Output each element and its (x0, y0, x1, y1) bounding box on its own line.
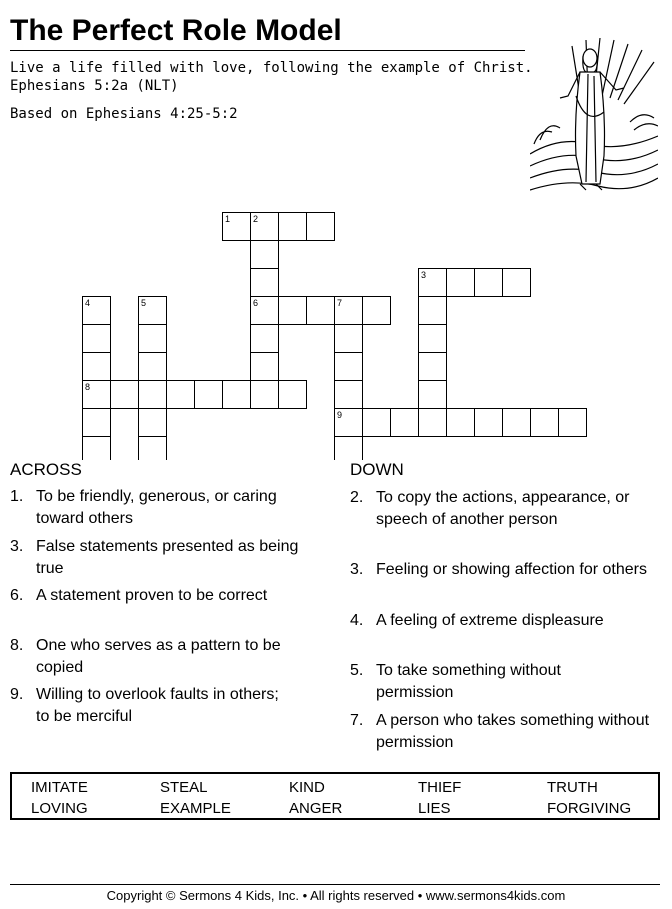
crossword-cell[interactable] (419, 353, 447, 381)
crossword-cell[interactable] (195, 381, 223, 409)
word-bank-word: IMITATE (31, 779, 88, 796)
crossword-cell[interactable] (139, 325, 167, 353)
clue-number: 8. (10, 637, 24, 654)
crossword-cell[interactable] (531, 409, 559, 437)
word-bank (10, 772, 660, 820)
crossword-cell[interactable] (83, 325, 111, 353)
down-clue-5 (350, 660, 630, 704)
crossword-clue-number: 7 (337, 298, 343, 308)
across-clue-1 (10, 486, 310, 530)
word-bank-word: FORGIVING (547, 800, 632, 817)
crossword-clue-number: 1 (225, 214, 231, 224)
crossword-cell[interactable] (279, 213, 307, 241)
clue-number: 7. (350, 712, 364, 729)
clue-number: 1. (10, 488, 24, 505)
crossword-cell[interactable] (307, 297, 335, 325)
crossword-cell[interactable] (223, 381, 251, 409)
crossword-cell[interactable] (475, 409, 503, 437)
crossword-cell[interactable] (83, 409, 111, 437)
crossword-cell[interactable] (363, 297, 391, 325)
crossword-cell[interactable] (167, 381, 195, 409)
crossword-cell[interactable] (335, 353, 363, 381)
crossword-cell[interactable] (111, 381, 139, 409)
verse-reference: Ephesians 5:2a (NLT) (10, 78, 179, 94)
crossword-cell[interactable] (139, 353, 167, 381)
crossword-cell[interactable] (475, 269, 503, 297)
based-on-reference: Based on Ephesians 4:25-5:2 (10, 106, 238, 122)
crossword-cell[interactable] (391, 409, 419, 437)
crossword-cell[interactable] (251, 241, 279, 269)
word-bank-word: LIES (418, 800, 451, 817)
crossword-clue-number: 3 (421, 270, 427, 280)
crossword-clue-number: 6 (253, 298, 259, 308)
clue-text: To copy the actions, appearance, or speech of another person (376, 489, 630, 528)
crossword-cell[interactable] (419, 409, 447, 437)
clue-text: Feeling or showing affection for others (376, 561, 647, 578)
word-bank-word: KIND (289, 779, 325, 796)
copyright-footer: Copyright © Sermons 4 Kids, Inc. • All rights reserved • www.sermons4kids.com (106, 888, 566, 903)
word-bank-word: TRUTH (547, 779, 598, 796)
crossword-cell[interactable] (139, 381, 167, 409)
crossword-clue-number: 5 (141, 298, 147, 308)
verse-text: Live a life filled with love, following the example of Christ. (10, 60, 533, 76)
down-clue-3 (350, 559, 650, 581)
crossword-cell[interactable] (447, 269, 475, 297)
across-heading: ACROSS (10, 460, 82, 479)
word-bank-word: LOVING (31, 800, 88, 817)
across-clue-8 (10, 635, 310, 679)
clue-number: 6. (10, 587, 24, 604)
across-clue-3 (10, 536, 310, 580)
crossword-cell[interactable] (139, 437, 167, 461)
crossword-cell[interactable] (419, 325, 447, 353)
down-heading: DOWN (350, 460, 404, 479)
crossword-cell[interactable] (419, 297, 447, 325)
crossword-cell[interactable] (83, 437, 111, 461)
clue-text: False statements presented as being true (36, 538, 299, 577)
word-bank-word: THIEF (418, 779, 462, 796)
down-clue-7 (350, 710, 650, 754)
clue-number: 5. (350, 662, 364, 679)
crossword-cell[interactable] (503, 269, 531, 297)
crossword-cell[interactable] (251, 353, 279, 381)
crossword-clue-number: 4 (85, 298, 91, 308)
crossword-cell[interactable] (559, 409, 587, 437)
clue-number: 2. (350, 489, 364, 506)
clue-text: A feeling of extreme displeasure (376, 612, 604, 629)
crossword-cell[interactable] (83, 353, 111, 381)
clue-number: 3. (10, 538, 24, 555)
word-bank-word: STEAL (160, 779, 208, 796)
crossword-cell[interactable] (307, 213, 335, 241)
word-bank-word: EXAMPLE (160, 800, 231, 817)
word-bank-word: ANGER (289, 800, 343, 817)
crossword-cell[interactable] (251, 381, 279, 409)
across-clue-9 (10, 684, 280, 728)
clue-number: 4. (350, 612, 364, 629)
down-clue-2 (350, 487, 665, 531)
footer-divider (10, 884, 660, 885)
crossword-cell[interactable] (335, 437, 363, 461)
crossword-cell[interactable] (419, 381, 447, 409)
crossword-cell[interactable] (335, 381, 363, 409)
crossword-cell[interactable] (279, 381, 307, 409)
down-clue-4 (350, 610, 665, 632)
crossword-clue-number: 2 (253, 214, 259, 224)
clue-text: To be friendly, generous, or caring toward others (36, 488, 277, 527)
crossword-cell[interactable] (363, 409, 391, 437)
crossword-clue-number: 8 (85, 382, 91, 392)
crossword-cell[interactable] (251, 269, 279, 297)
page-title: The Perfect Role Model (10, 14, 342, 47)
crossword-cell[interactable] (335, 325, 363, 353)
clue-text: A person who takes something without permission (376, 712, 650, 751)
crossword-cell[interactable] (279, 297, 307, 325)
crossword-cell[interactable] (139, 409, 167, 437)
clue-text: One who serves as a pattern to be copied (36, 637, 281, 676)
clue-number: 3. (350, 561, 364, 578)
clue-number: 9. (10, 686, 24, 703)
crossword-clue-number: 9 (337, 410, 343, 420)
clue-text: Willing to overlook faults in others; to be merciful (36, 686, 279, 725)
crossword-cell[interactable] (447, 409, 475, 437)
across-clue-6 (10, 585, 320, 607)
crossword-cell[interactable] (503, 409, 531, 437)
crossword-cell[interactable] (251, 325, 279, 353)
clue-text: To take something without permission (376, 662, 561, 701)
clue-text: A statement proven to be correct (36, 587, 268, 604)
